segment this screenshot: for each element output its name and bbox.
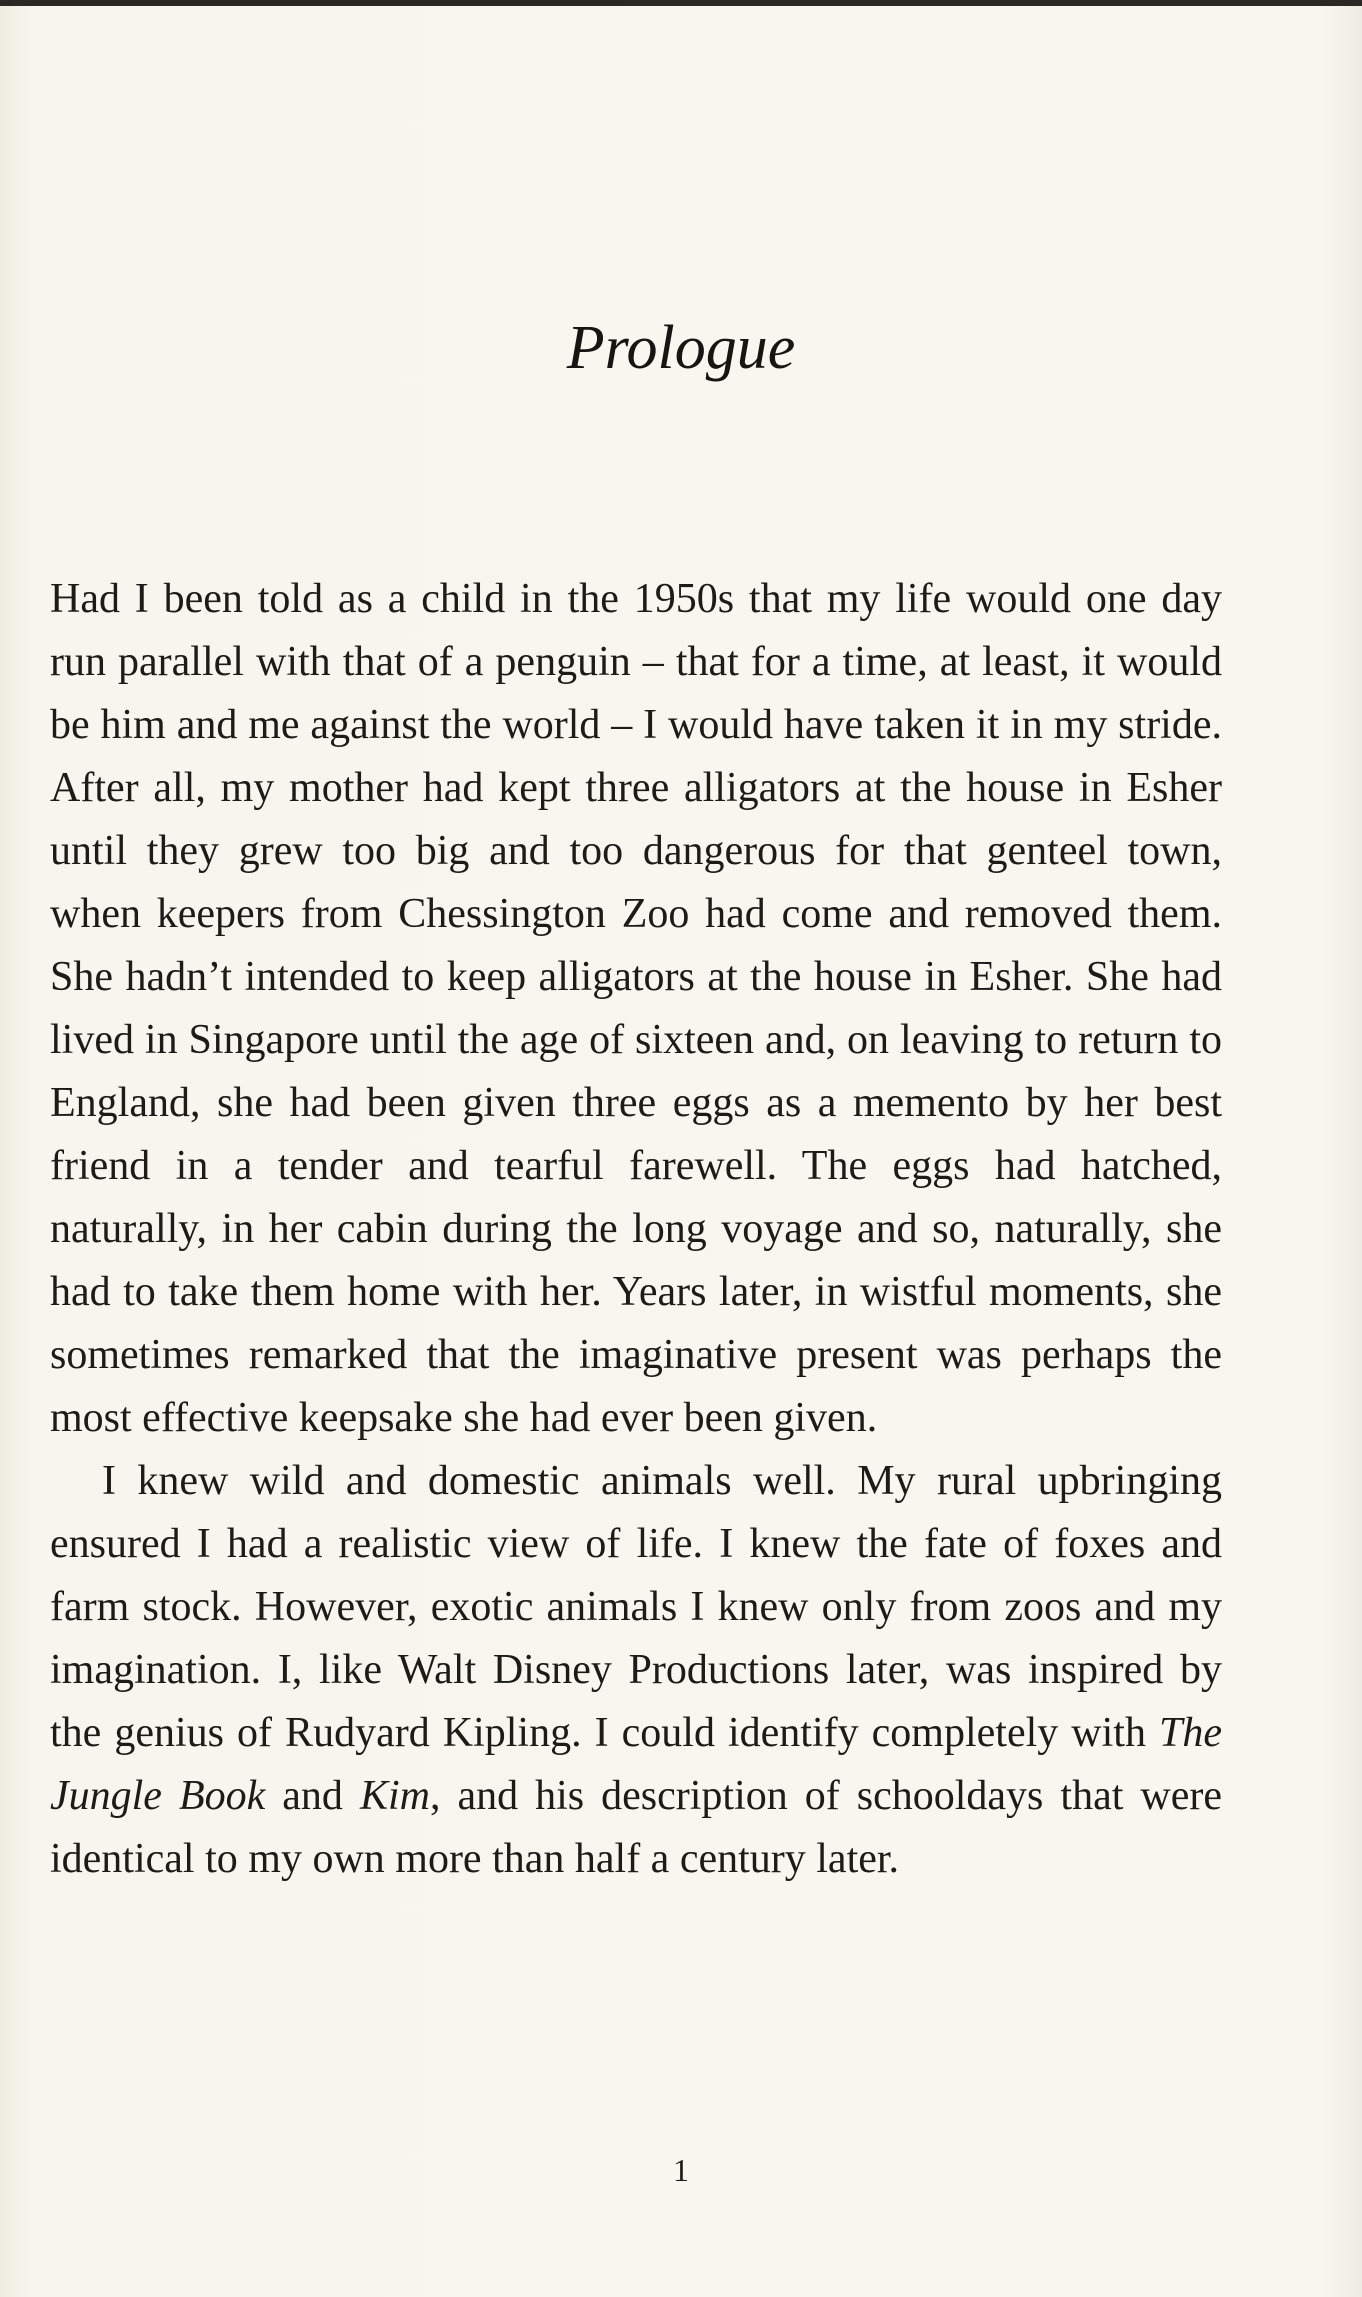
body-text — [50, 568, 1222, 1891]
page-top-edge — [0, 0, 1362, 6]
paragraph-2 — [50, 1450, 1222, 1891]
chapter-title: Prologue — [566, 314, 796, 382]
paragraph-2-text-c: , and his description of schooldays that were identical to my own more than half a century later. — [50, 1773, 1223, 1882]
book-title-kim: Kim — [359, 1773, 430, 1819]
book-title-jungle-book: The Jungle Book — [50, 1710, 1222, 1819]
paragraph-2-text-b: and — [265, 1773, 360, 1819]
paragraph-1: Had I been told as a child in the 1950s that my life would one day run parallel with that of a penguin – that for a time, at least, it would be him and me against the world – I would have taken it in my stride. After all, my mother had kept three alligators at the house in Esher until they grew too big and too dangerous for that genteel town, when keepers from Chessington Zoo had come and removed them. She hadn’t intended to keep alligators at the house in Esher. She had lived in Singapore until the age of sixteen and, on leaving to return to England, she had been given three eggs as a memento by her best friend in a tender and tearful farewell. The eggs had hatched, naturally, in her cabin during the long voyage and so, naturally, she had to take them home with her. Years later, in wistful moments, she sometimes remarked that the imaginative present was perhaps the most effective keepsake she had ever been given. — [50, 576, 1222, 1441]
page-number: 1 — [673, 2152, 689, 2188]
paragraph-2-text-a: I knew wild and domestic animals well. My rural upbringing ensured I had a realistic view of life. I knew the fate of foxes and farm stock. However, exotic animals I knew only from zoos and my imagination. I, like Walt Disney Productions later, was inspired by the genius of Rudyard Kipling. I could identify completely with — [50, 1458, 1222, 1756]
